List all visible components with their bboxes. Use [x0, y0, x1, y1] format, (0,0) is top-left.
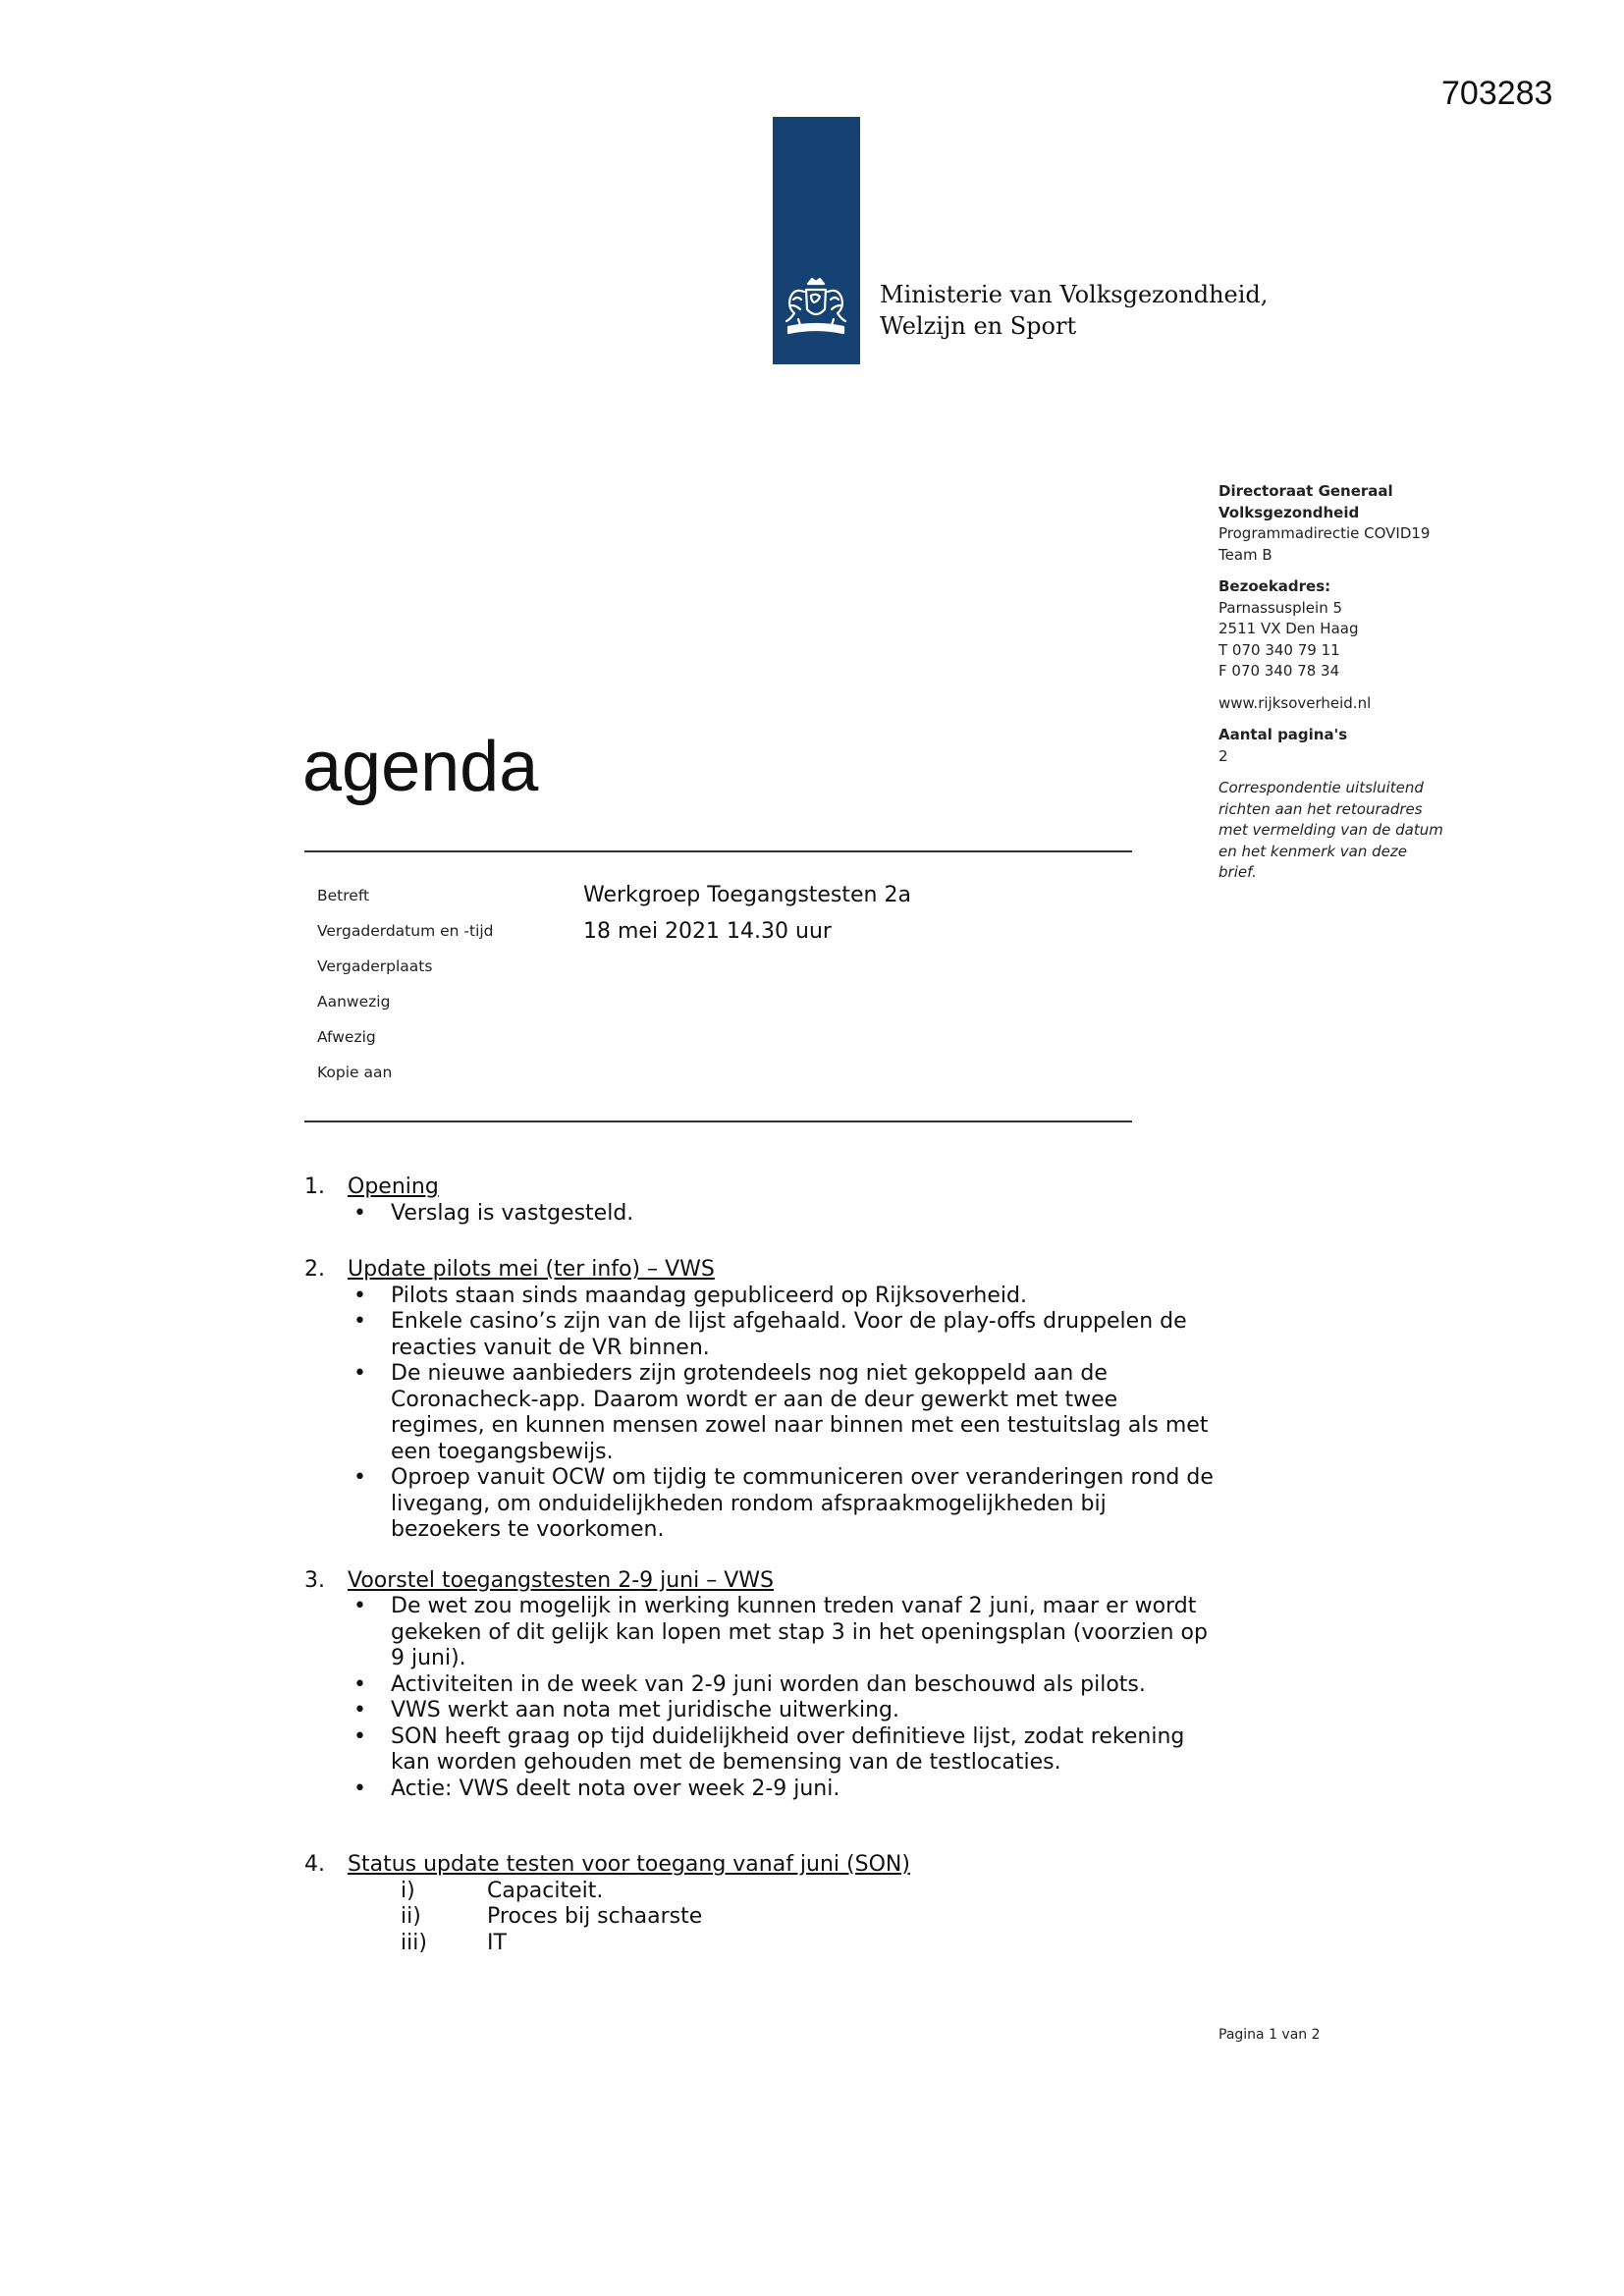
sub-item	[401, 1904, 1218, 1931]
coat-of-arms-icon	[779, 276, 854, 341]
agenda-item-2	[304, 1257, 1218, 1544]
agenda-bullet: • SON heeft graag op tijd duidelijkheid over definitieve lijst, zodat rekening kan worden gehouden met de bemensing van de testlocaties.	[391, 1724, 1218, 1777]
agenda-item-1	[304, 1175, 1218, 1227]
top-divider	[304, 850, 1132, 852]
ministry-name-line2: Welzijn en Sport	[880, 312, 1077, 340]
agenda-bullet: • De nieuwe aanbieders zijn grotendeels nog niet gekoppeld aan de Coronacheck-app. Daarom wordt er aan de deur gewerkt met twee regimes, en kunnen mensen zowel naar binnen met een testuitslag als met een toegangsbewijs.	[391, 1361, 1218, 1465]
agenda-bullet: • De wet zou mogelijk in werking kunnen treden vanaf 2 juni, maar er wordt gekeken of dit gelijk kan lopen met stap 3 in het openingsplan (voorzien op 9 juni).	[391, 1594, 1218, 1672]
agenda-item-number: 4.	[304, 1852, 325, 1877]
fax-number: F 070 340 78 34	[1218, 662, 1340, 680]
sub-item-text: Proces bij schaarste	[487, 1904, 703, 1929]
correspondence-note-line2: richten aan het retouradres	[1218, 799, 1423, 818]
sub-item-number: i)	[401, 1878, 415, 1903]
agenda-item-title: Opening	[348, 1175, 439, 1199]
correspondence-note-line3: met vermelding van de datum	[1218, 821, 1443, 839]
meta-label-absent: Afwezig	[317, 1028, 376, 1046]
ministry-name	[880, 279, 1268, 342]
meta-labels	[317, 878, 494, 1090]
correspondence-note-line5: brief.	[1218, 863, 1257, 881]
sub-item-number: iii)	[401, 1930, 427, 1955]
page-count-label: Aantal pagina's	[1218, 726, 1348, 743]
visit-address-label: Bezoekadres:	[1218, 577, 1331, 595]
org-line4: Team B	[1218, 545, 1272, 564]
meta-label-subject: Betreft	[317, 887, 370, 904]
sub-item	[401, 1931, 1218, 1957]
document-title: agenda	[302, 728, 539, 806]
agenda-item-title: Voorstel toegangstesten 2-9 juni – VWS	[348, 1567, 774, 1593]
meta-label-present: Aanwezig	[317, 993, 391, 1011]
org-line1: Directoraat Generaal	[1218, 482, 1393, 500]
org-line3: Programmadirectie COVID19	[1218, 524, 1431, 542]
sub-item-number: ii)	[401, 1904, 421, 1929]
org-line2: Volksgezondheid	[1218, 503, 1360, 521]
page-count-value: 2	[1218, 746, 1228, 765]
agenda-bullet: • Pilots staan sinds maandag gepubliceerd op Rijksoverheid.	[391, 1284, 1218, 1310]
meta-values	[583, 877, 911, 950]
agenda-bullet: • Verslag is vastgesteld.	[391, 1201, 1218, 1228]
phone-number: T 070 340 79 11	[1218, 640, 1340, 659]
page-number-footer: Pagina 1 van 2	[1218, 2027, 1321, 2043]
agenda-bullet: • Oproep vanuit OCW om tijdig te communiceren over veranderingen rond de livegang, om onduidelijkheden rondom afspraakmogelijkheden bij bezoekers te voorkomen.	[391, 1465, 1218, 1544]
sub-item-text: IT	[487, 1930, 507, 1955]
agenda-bullet: • Enkele casino’s zijn van de lijst afgehaald. Voor de play-offs druppelen de reacties vanuit de VR binnen.	[391, 1309, 1218, 1361]
agenda-item-title: Update pilots mei (ter info) – VWS	[348, 1257, 715, 1282]
agenda-item-4	[304, 1852, 1218, 1956]
correspondence-note-line1: Correspondentie uitsluitend	[1218, 779, 1424, 796]
meta-value-datetime: 18 mei 2021 14.30 uur	[583, 919, 832, 944]
website-link[interactable]: www.rijksoverheid.nl	[1218, 693, 1372, 712]
agenda-bullet: • VWS werkt aan nota met juridische uitwerking.	[391, 1698, 1218, 1724]
meta-label-copy: Kopie aan	[317, 1064, 393, 1081]
address-line2: 2511 VX Den Haag	[1218, 620, 1359, 637]
agenda-item-3	[304, 1568, 1218, 1803]
sub-item-text: Capaciteit.	[487, 1878, 604, 1903]
sub-item-list	[348, 1879, 1218, 1957]
document-number: 703283	[1441, 75, 1553, 112]
meta-label-location: Vergaderplaats	[317, 957, 433, 975]
bottom-divider	[304, 1121, 1132, 1122]
rijksoverheid-logo-bar	[773, 117, 860, 364]
meta-label-datetime: Vergaderdatum en -tijd	[317, 922, 494, 940]
agenda-list	[304, 1175, 1218, 1956]
sub-item	[401, 1879, 1218, 1905]
agenda-item-number: 2.	[304, 1257, 325, 1282]
agenda-bullet: • Activiteiten in de week van 2-9 juni worden dan beschouwd als pilots.	[391, 1672, 1218, 1699]
correspondence-note-line4: en het kenmerk van deze	[1218, 842, 1407, 860]
agenda-item-number: 1.	[304, 1175, 325, 1199]
address-line1: Parnassusplein 5	[1218, 598, 1343, 617]
agenda-bullet: • Actie: VWS deelt nota over week 2-9 juni.	[391, 1777, 1218, 1803]
ministry-name-line1: Ministerie van Volksgezondheid,	[880, 281, 1269, 308]
agenda-item-title: Status update testen voor toegang vanaf juni (SON)	[348, 1852, 910, 1877]
sender-info-sidebar	[1218, 481, 1513, 884]
agenda-item-number: 3.	[304, 1567, 325, 1593]
meta-value-subject: Werkgroep Toegangstesten 2a	[583, 883, 911, 907]
